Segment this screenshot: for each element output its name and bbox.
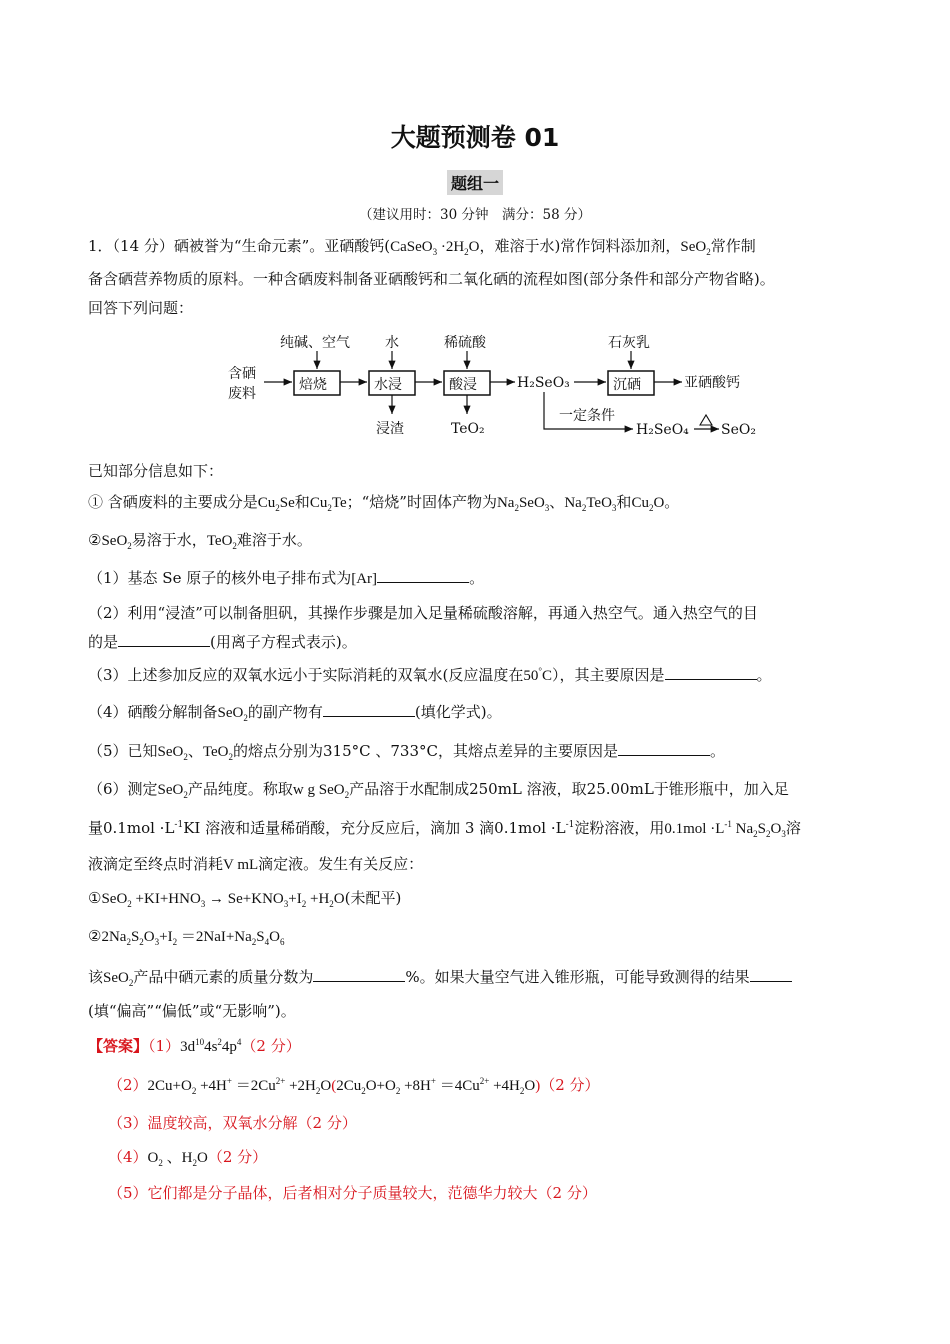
answer-blank[interactable]	[750, 967, 792, 982]
known-info: 已知部分信息如下：	[88, 462, 224, 480]
page-title: 大题预测卷 01	[390, 123, 560, 152]
answer-2: $(2)2Cu+O_2 +4H^+ =2Cu^{2+} +2H_2O(2Cu_2O+O_2 +8H^+ =4Cu^{2+} +4H_2O)(2$ 分）	[108, 1076, 600, 1096]
flow-seo2: SeO₂	[721, 422, 756, 438]
flow-reagent-2: 水	[385, 335, 399, 351]
reaction-1: ①SeO$_2$ $+KI+HNO_3 \to Se+KNO_3+I_2 +H_2O$(未配平)	[88, 889, 402, 909]
question-part-5: （5）已知SeO$_2$、TeO$_2$的熔点分别为315°C 、733°C，其熔点差异的主要原因是 。	[88, 742, 726, 762]
q1-line-1: 1．（14 分）硒被誉为“生命元素”。亚硒酸钙(CaSeO$_3$ $\cdot 2H_2O$，难溶于水)常作饲料添加剂，SeO$_2$常作制	[88, 237, 756, 257]
question-part-3: （3）上述参加反应的双氧水远小于实际消耗的双氧水(反应温度在50°C），其主要原因是 。	[88, 666, 772, 684]
answer-3: （3）温度较高，双氧水分解（2 分）	[108, 1114, 357, 1132]
question-part-4: （4）硒酸分解制备SeO$_2$的副产物有 (填化学式)。	[88, 703, 502, 723]
flow-box-3: 酸浸	[449, 377, 477, 393]
flow-box-2: 水浸	[374, 377, 402, 393]
answer-blank[interactable]	[377, 568, 469, 583]
flow-box-4: 沉硒	[613, 377, 641, 393]
answer-1: 【答案】$(1)3d^{10}4s^24p^4(2$ 分）	[88, 1037, 301, 1055]
flow-feed-2: 废料	[228, 386, 256, 402]
flow-h2seo4: H₂SeO₄	[636, 422, 689, 438]
flow-out-1: 亚硒酸钙	[684, 375, 740, 391]
flow-feed-1: 含硒	[228, 366, 256, 382]
flow-cond: 一定条件	[559, 408, 615, 424]
answer-blank[interactable]	[118, 632, 210, 647]
flow-product-2: TeO₂	[451, 421, 485, 437]
question-part-6-line-4: 该SeO$_2$产品中硒元素的质量分数为 %。如果大量空气进入锥形瓶，可能导致测得的结果	[88, 967, 792, 988]
answer-4: $(4)O_2$ 、$H_2O(2$ 分）	[108, 1148, 268, 1168]
flow-mid: H₂SeO₃	[517, 375, 570, 391]
flow-box-1: 焙烧	[299, 377, 327, 393]
flow-reagent-3: 稀硫酸	[444, 335, 486, 351]
q1-line-2: 备含硒营养物质的原料。一种含硒废料制备亚硒酸钙和二氧化硒的流程如图(部分条件和部分产物省略)。	[88, 270, 775, 288]
question-part-2-line-1: （2）利用“浸渣”可以制备胆矾，其操作步骤是加入足量稀硫酸溶解，再通入热空气。通入热空气的目	[88, 604, 758, 622]
heat-triangle-icon	[700, 415, 712, 425]
flow-reagent-4: 石灰乳	[608, 335, 650, 351]
question-part-6-line-3: 液滴定至终点时消耗V mL滴定液。发生有关反应：	[88, 855, 424, 873]
answer-blank[interactable]	[665, 665, 757, 680]
question-part-2-line-2: 的是 (用离子方程式表示)。	[88, 633, 357, 651]
answer-blank[interactable]	[618, 741, 710, 756]
group-heading: 题组一	[0, 170, 950, 195]
info-1: ① 含硒废料的主要成分是$Cu_2Se$和$Cu_2Te$；“焙烧”时固体产物为$Na_2SeO_3$、$Na_2TeO_3$和$Cu_2O$。	[88, 493, 680, 513]
question-part-6-line-2: 量$0.1mol \cdot L^{-1}KI$ 溶液和适量稀硝酸，充分反应后，滴加 3 滴$0.1mol \cdot L^{-1}$淀粉溶液，用$0.1mol \cdot L^{-1}$ $Na_2S_2O_3$溶	[88, 819, 801, 839]
answer-blank[interactable]	[323, 702, 415, 717]
info-2: ②SeO$_2$易溶于水，TeO$_2$难溶于水。	[88, 531, 312, 551]
reaction-2: $②2Na_2S_2O_3+I_2 =2NaI+Na_2S_4O_6$	[88, 927, 285, 947]
q1-line-3: 回答下列问题：	[88, 299, 194, 317]
process-flow-diagram	[228, 330, 768, 442]
answer-blank[interactable]	[313, 967, 405, 982]
question-part-6-line-5: (填“偏高”“偏低”或“无影响”)。	[88, 1002, 296, 1020]
question-part-1: （1）基态 Se 原子的核外电子排布式为[Ar] 。	[88, 569, 485, 587]
question-part-6-line-1: （6）测定SeO$_2$产品纯度。称取w g SeO$_2$产品溶于水配制成250mL 溶液，取25.00mL于锥形瓶中，加入足	[88, 780, 789, 800]
answer-5: （5）它们都是分子晶体，后者相对分子质量较大，范德华力较大（2 分）	[108, 1184, 597, 1202]
flow-product-1: 浸渣	[376, 421, 404, 437]
time-info: （建议用时：30 分钟 满分：58 分）	[359, 207, 591, 223]
flow-reagent-1: 纯碱、空气	[280, 335, 350, 351]
